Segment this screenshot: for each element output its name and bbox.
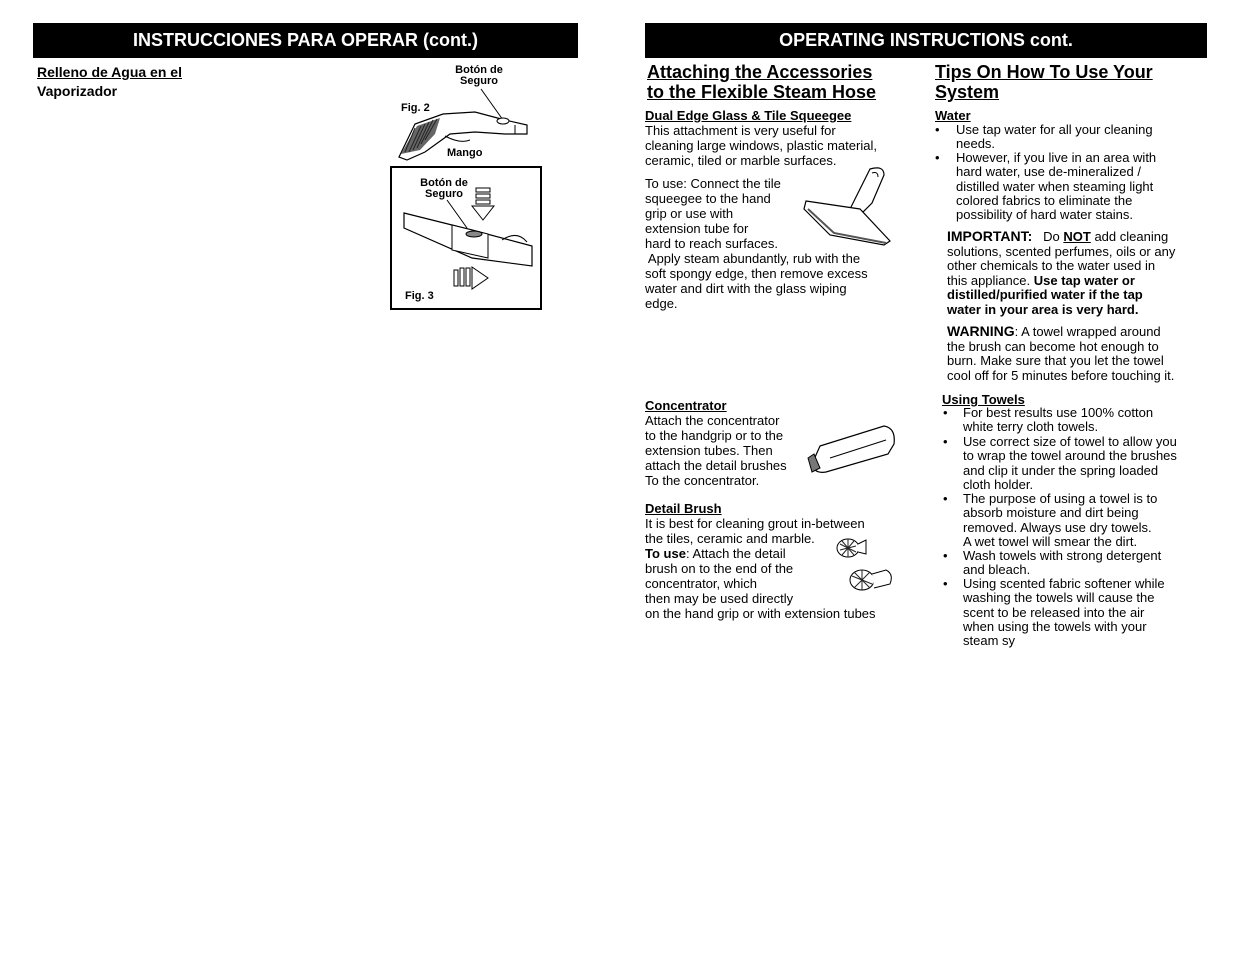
text-line: For best results use 100% cotton <box>963 405 1154 420</box>
text-line: the brush can become hot enough to <box>947 338 1159 354</box>
handgrip-drawing <box>395 62 545 162</box>
text-line: Apply steam abundantly, rub with the <box>645 251 861 266</box>
text-line: colored fabrics to eliminate the <box>956 192 1133 208</box>
left-heading <box>37 63 182 101</box>
to-use-text: : Attach the detail <box>685 546 786 561</box>
bullet-icon: • <box>943 491 948 506</box>
tips-title-line2: System <box>935 82 1000 102</box>
detail-brush-heading: Detail Brush <box>645 501 722 516</box>
text-line: water and dirt with the glass wiping <box>645 281 847 296</box>
text-line: to wrap the towel around the brushes <box>963 448 1177 464</box>
text-line: water in your area is very hard. <box>947 301 1139 317</box>
text-line: hard to reach surfaces. <box>645 236 778 251</box>
text-line: edge. <box>645 296 678 311</box>
squeegee-icon <box>800 165 895 250</box>
text-line: To the concentrator. <box>645 473 760 488</box>
text-line: the tiles, ceramic and marble. <box>645 531 815 546</box>
text-line: other chemicals to the water used in <box>947 258 1156 273</box>
text-line: Wash towels with strong detergent <box>963 548 1162 563</box>
fig2-callout-line1: Botón de <box>455 64 503 76</box>
text-line <box>947 324 1207 340</box>
text-line: Attach the concentrator <box>645 413 780 428</box>
bullet-icon: • <box>943 434 948 449</box>
text-line: brush on to the end of the <box>645 561 794 576</box>
tips-title-line1: Tips On How To Use Your <box>935 62 1153 82</box>
text-line: distilled/purified water if the tap <box>947 287 1143 302</box>
text-line: needs. <box>956 136 996 152</box>
warning-note <box>947 324 1207 384</box>
text-line: attach the detail brushes <box>645 458 787 473</box>
text-line: cleaning large windows, plastic material, <box>645 138 877 153</box>
text-line: It is best for cleaning grout in-between <box>645 516 865 531</box>
to-use-label: To use <box>645 546 686 561</box>
left-banner: INSTRUCCIONES PARA OPERAR (cont.) <box>33 23 578 58</box>
text-line: cool off for 5 minutes before touching it. <box>947 368 1175 384</box>
text-line: soft spongy edge, then remove excess <box>645 266 868 281</box>
text-line: A wet towel will smear the dirt. <box>963 533 1138 549</box>
text-line <box>947 274 1207 289</box>
text-line: then may be used directly <box>645 591 794 606</box>
text-line: grip or use with <box>645 206 734 221</box>
concentrator-desc <box>645 413 787 488</box>
squeegee-heading: Dual Edge Glass & Tile Squeegee <box>645 108 852 123</box>
text-line: on the hand grip or with extension tubes <box>645 606 876 621</box>
left-heading-line1: Relleno de Agua en el <box>37 64 182 80</box>
tips-title <box>935 62 1153 102</box>
text-line: burn. Make sure that you let the towel <box>947 353 1164 369</box>
text-line: removed. Always use dry towels. <box>963 519 1152 535</box>
text-line: Using scented fabric softener while <box>963 576 1165 591</box>
important-do: Do <box>1043 229 1064 244</box>
text-line <box>947 229 1207 245</box>
detail-brush-icon <box>832 534 898 596</box>
lock-button-drawing <box>392 168 540 308</box>
accessories-title-line1: Attaching the Accessories <box>647 62 873 82</box>
concentrator-heading: Concentrator <box>645 398 727 413</box>
text-line: The purpose of using a towel is to <box>963 491 1158 506</box>
text-line: distilled water when steaming light <box>956 178 1154 194</box>
concentrator-icon <box>800 424 898 482</box>
important-rest: add cleaning <box>1090 229 1169 244</box>
warning-label: WARNING <box>947 323 1015 339</box>
towels-heading: Using Towels <box>942 392 1025 407</box>
text-line: However, if you live in an area with <box>956 150 1157 165</box>
right-banner: OPERATING INSTRUCTIONS cont. <box>645 23 1207 58</box>
water-heading: Water <box>935 108 971 123</box>
left-heading-line2: Vaporizador <box>37 83 118 99</box>
bullet-icon: • <box>935 150 940 165</box>
text-line: white terry cloth towels. <box>963 419 1099 435</box>
text-line: This attachment is very useful for <box>645 123 836 138</box>
text-line: possibility of hard water stains. <box>956 207 1134 223</box>
text-line: To use: Connect the tile <box>645 176 781 191</box>
squeegee-desc <box>645 123 905 168</box>
fig2-illustration <box>395 62 545 162</box>
text-line: Use correct size of towel to allow you <box>963 434 1177 449</box>
fig2-mango-label: Mango <box>447 147 483 159</box>
warning-rest: : A towel wrapped around <box>1014 324 1161 339</box>
fig3-label: Fig. 3 <box>405 290 434 302</box>
important-label: IMPORTANT: <box>947 228 1033 244</box>
text-line: and bleach. <box>963 562 1031 578</box>
text-line: steam sy <box>963 633 1016 649</box>
important-plain: this appliance. <box>947 272 1034 288</box>
bullet-icon: • <box>943 548 948 563</box>
text-line: extension tubes. Then <box>645 443 773 458</box>
text-line: and clip it under the spring loaded <box>963 462 1159 478</box>
fig3-callout-line1: Botón de <box>420 177 468 189</box>
bullet-icon: • <box>943 576 948 591</box>
text-line: Use tap water for all your cleaning <box>956 122 1153 137</box>
text-line: scent to be released into the air <box>963 604 1145 620</box>
text-line: cloth holder. <box>963 476 1034 492</box>
fig3-box <box>390 166 542 310</box>
text-line: squeegee to the hand <box>645 191 771 206</box>
accessories-title <box>647 62 876 102</box>
text-line: solutions, scented perfumes, oils or any <box>947 243 1176 259</box>
text-line: when using the towels with your <box>963 618 1147 634</box>
fig3-callout-line2: Seguro <box>425 188 463 200</box>
important-note <box>947 229 1207 317</box>
text-line: ceramic, tiled or marble surfaces. <box>645 153 837 168</box>
text-line: absorb moisture and dirt being <box>963 505 1139 521</box>
bullet-icon: • <box>943 405 948 420</box>
fig2-callout-line2: Seguro <box>460 75 498 87</box>
text-line: extension tube for <box>645 221 749 236</box>
fig2-label: Fig. 2 <box>401 102 430 114</box>
text-line: concentrator, which <box>645 576 758 591</box>
text-line: to the handgrip or to the <box>645 428 784 443</box>
text-line: hard water, use de-mineralized / <box>956 164 1141 180</box>
accessories-title-line2: to the Flexible Steam Hose <box>647 82 877 102</box>
important-bold: Use tap water or <box>1033 272 1135 288</box>
bullet-icon: • <box>935 122 940 137</box>
important-not: NOT <box>1063 229 1091 244</box>
text-line: washing the towels will cause the <box>963 590 1155 606</box>
